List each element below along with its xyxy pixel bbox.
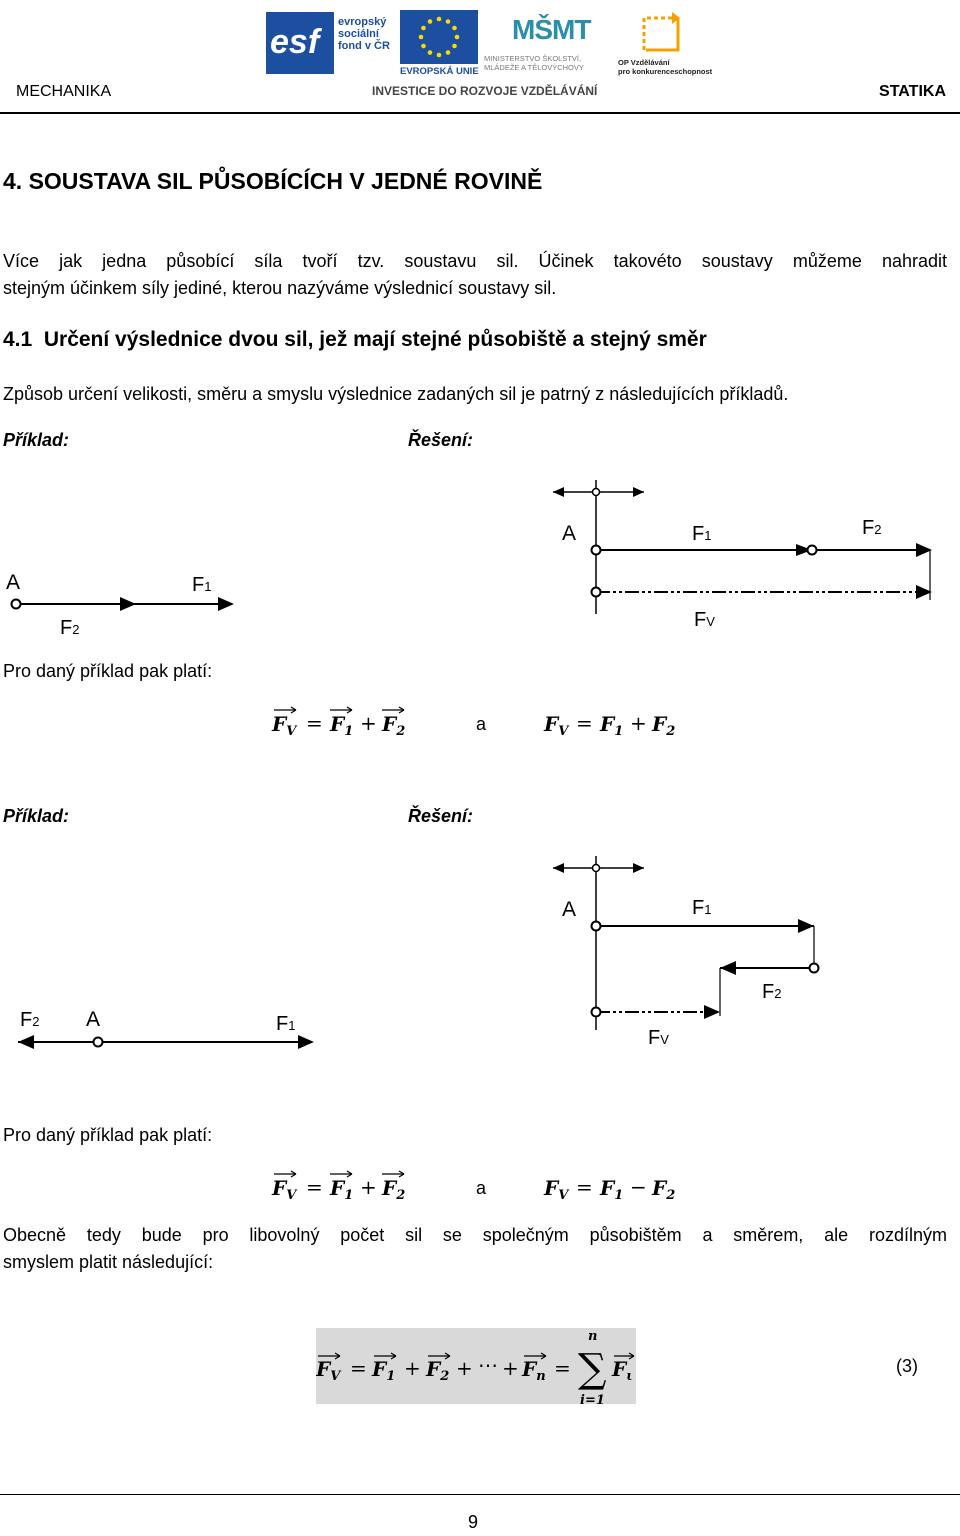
svg-text:F2: $F_2$ — [382, 1176, 406, 1203]
header-rule — [0, 112, 960, 114]
svg-text:=: = — [306, 711, 323, 735]
ex2-right-f2-label: F2 — [762, 981, 782, 1003]
msmt-text-1: MINISTERSTVO ŠKOLSTVÍ, — [484, 54, 582, 63]
svg-text:+: + — [456, 1356, 473, 1380]
svg-text:=: = — [576, 711, 593, 735]
ex1-right-f2-label: F2 — [862, 517, 882, 539]
svg-text:=: = — [306, 1175, 323, 1199]
svg-text:i=1: i=1 — [580, 1393, 605, 1408]
svg-text:=: = — [350, 1356, 367, 1380]
svg-text:F2: $F_2$ — [382, 712, 406, 739]
general-line-1: Obecně tedy bude pro libovolný počet sil se společným působištěm a směrem, ale rozdílným — [3, 1225, 947, 1245]
page-number: 9 — [468, 1512, 479, 1532]
svg-text:FV: $F_V$ — [544, 712, 569, 739]
example1-label: Příklad: — [3, 430, 70, 450]
ex2-left-f2-label: F2 — [20, 1009, 40, 1031]
svg-text:F1: $F_1$ — [330, 712, 354, 739]
header-right: STATIKA — [879, 83, 946, 100]
ex1-left-a-label: A — [6, 571, 21, 594]
ex2-left-f2-arrow — [18, 1035, 34, 1049]
msmt-mark: MŠMT — [512, 14, 591, 45]
ex1-right-fv-label: FV — [694, 609, 715, 631]
eu-logo — [400, 10, 480, 80]
general-line-2: smyslem platit následující: — [3, 1252, 214, 1272]
svg-text:F1: $F_1$ — [372, 1357, 396, 1384]
op-text-2: pro konkurenceschopnost — [618, 67, 713, 76]
svg-text:−: − — [630, 1175, 647, 1199]
svg-text:Fι: $F_\iota$ — [612, 1357, 633, 1384]
svg-text:FV: $F_V$ — [272, 1176, 297, 1203]
esf-text-1: evropský — [338, 16, 387, 28]
general-equation — [316, 1324, 646, 1410]
example2-applies: Pro daný příklad pak platí: — [3, 1125, 213, 1145]
ex2-right-a-label: A — [562, 898, 577, 921]
svg-text:F1: $F_1$ — [600, 712, 624, 739]
msmt-text-2: MLÁDEŽE A TĚLOVÝCHOVY — [484, 63, 584, 72]
esf-mark: esf — [270, 23, 320, 61]
svg-text:∑: ∑ — [578, 1346, 607, 1392]
example1-equations — [260, 700, 690, 746]
esf-text-3: fond v ČR — [338, 40, 390, 52]
section-text: Způsob určení velikosti, směru a smyslu výslednice zadaných sil je patrný z následujících příkladů. — [3, 384, 789, 404]
header-left: MECHANIKA — [16, 83, 112, 100]
eu-label: EVROPSKÁ UNIE — [400, 66, 479, 77]
chapter-title: 4. SOUSTAVA SIL PŮSOBÍCÍCH V JEDNÉ ROVINĚ — [3, 168, 543, 194]
svg-text:F2: $F_2$ — [652, 1176, 676, 1203]
svg-text:F1: $F_1$ — [600, 1176, 624, 1203]
svg-text:⋯: ⋯ — [478, 1353, 498, 1377]
msmt-logo — [484, 8, 604, 80]
ex2-left-a-label: A — [86, 1008, 101, 1031]
section-title: 4.1 Určení výslednice dvou sil, jež mají stejné působiště a stejný směr — [3, 328, 707, 351]
svg-text:F2: $F_2$ — [652, 712, 676, 739]
ex1-left-f1-arrow — [120, 597, 136, 611]
footer-rule — [0, 1494, 960, 1495]
ex2-right-fv-label: FV — [648, 1027, 669, 1049]
svg-text:n: n — [588, 1329, 598, 1344]
ex1-right-f1-label: F1 — [692, 523, 712, 545]
svg-text:=: = — [576, 1175, 593, 1199]
ex2-right-f1-label: F1 — [692, 897, 712, 919]
example1-applies: Pro daný příklad pak platí: — [3, 661, 213, 681]
example2-diagram — [0, 850, 960, 1060]
svg-text:Fn: $F_n$ — [522, 1357, 546, 1384]
svg-text:FV: $F_V$ — [272, 712, 297, 739]
example2-eq-and: a — [476, 1178, 487, 1198]
esf-text-2: sociální — [338, 28, 379, 40]
svg-text:+: + — [360, 1175, 377, 1199]
intro-line-1: Více jak jedna působící síla tvoří tzv. soustavu sil. Účinek takovéto soustavy můžeme nahradit — [3, 251, 947, 271]
example2-equations — [260, 1164, 690, 1210]
eu-flag-icon — [400, 10, 478, 64]
svg-text:+: + — [404, 1356, 421, 1380]
svg-text:F2: $F_2$ — [426, 1357, 450, 1384]
svg-text:+: + — [630, 711, 647, 735]
example1-eq-and: a — [476, 714, 487, 734]
esf-logo — [266, 8, 396, 78]
ex2-left-point-a — [94, 1038, 103, 1047]
svg-text:F1: $F_1$ — [330, 1176, 354, 1203]
example2-label: Příklad: — [3, 806, 70, 826]
ex2-left-f1-arrow — [298, 1035, 314, 1049]
ex1-left-f2-label: F2 — [60, 617, 80, 639]
ex1-left-point-a — [12, 600, 21, 609]
ex1-right-a-label: A — [562, 522, 577, 545]
op-text-1: OP Vzdělávání — [618, 58, 670, 67]
svg-text:+: + — [502, 1356, 519, 1380]
op-logo — [618, 10, 713, 80]
ex2-left-f1-label: F1 — [276, 1013, 296, 1035]
ex1-left-end-arrow — [218, 597, 234, 611]
svg-text:FV: $F_V$ — [316, 1357, 341, 1384]
general-eq-number: (3) — [896, 1356, 918, 1376]
logo-tagline: INVESTICE DO ROZVOJE VZDĚLÁVÁNÍ — [372, 84, 598, 98]
op-arrows-icon — [638, 10, 686, 56]
intro-line-2: stejným účinkem síly jediné, kterou nazýváme výslednicí soustavy sil. — [3, 278, 557, 298]
logo-banner — [262, 8, 713, 100]
example2-solution-label: Řešení: — [408, 806, 474, 826]
example1-solution-label: Řešení: — [408, 430, 474, 450]
example1-diagram — [0, 470, 960, 650]
svg-text:FV: $F_V$ — [544, 1176, 569, 1203]
ex1-left-f1-label: F1 — [192, 574, 212, 596]
svg-text:+: + — [360, 711, 377, 735]
svg-text:=: = — [554, 1356, 571, 1380]
